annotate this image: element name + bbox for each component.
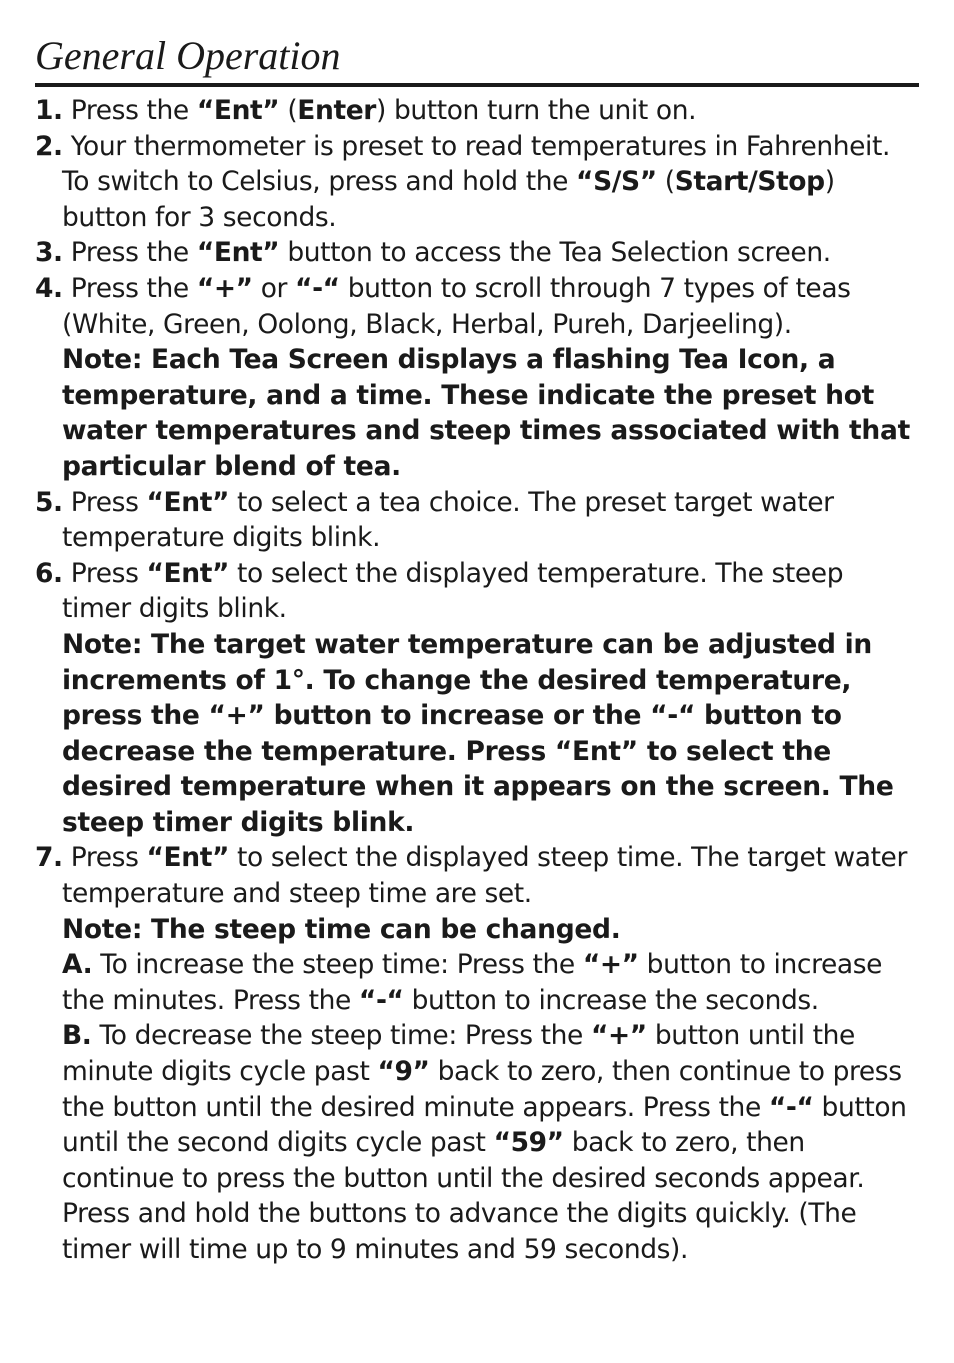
bold-text: “9” [377, 1056, 430, 1088]
text: Press [70, 486, 147, 518]
page-title: General Operation [35, 33, 341, 78]
text: to select the displayed temperature. The steep timer digits blink. [62, 557, 844, 625]
bold-text: “Ent” [146, 486, 230, 518]
sub-step [35, 947, 919, 1018]
text: To decrease the steep time: Press the [91, 1020, 591, 1052]
text: button until the minute digits cycle past [62, 1020, 855, 1088]
text: button until the second digits cycle past [62, 1091, 907, 1159]
step-6 [35, 556, 919, 627]
title-divider [35, 83, 919, 87]
text: ) button turn the unit on. [375, 95, 697, 126]
bold-text: “Ent” [146, 557, 230, 589]
text: ( [279, 95, 298, 126]
step-2 [35, 129, 919, 236]
step-7 [35, 840, 919, 911]
step-5 [35, 485, 919, 556]
text: button to scroll through 7 types of teas (White, Green, Oolong, Black, Herbal, Pureh, Darjeeling). [62, 272, 851, 340]
manual-page [35, 32, 919, 1268]
bold-text: “Ent” [196, 237, 280, 269]
step-number: 3. [35, 237, 63, 269]
bold-text: Enter [297, 95, 376, 126]
steps-list [35, 93, 919, 1268]
bold-text: “S/S” [576, 166, 657, 198]
text: back to zero, then continue to press the button until the desired seconds appear. Press and hold the buttons to advance the digits quickly. (The timer will time up to 9 minutes and 59 seconds). [62, 1127, 865, 1265]
text: Press the [70, 95, 197, 126]
sub-step [35, 1018, 919, 1267]
text: Press the [70, 272, 197, 304]
text: to select a tea choice. The preset target water temperature digits blink. [62, 486, 834, 554]
bold-text: “+” [196, 272, 253, 304]
text: ) button for 3 seconds. [62, 166, 835, 233]
step-number: 2. [35, 130, 63, 162]
bold-text: “Ent” [196, 95, 280, 126]
bold-text: “+” [590, 1020, 647, 1052]
text: to select the displayed steep time. The target water temperature and steep time are set. [62, 842, 907, 910]
bold-text: A. [62, 949, 93, 981]
text: button to access the Tea Selection screen. [279, 237, 831, 269]
text: Press [70, 557, 147, 589]
step-note [35, 342, 919, 484]
text: Press the [70, 237, 197, 269]
text: button to increase the minutes. Press the [62, 949, 883, 1016]
step-number: 5. [35, 486, 63, 518]
step-number: 4. [35, 272, 63, 304]
text: Your thermometer is preset to read temperatures in Fahrenheit. To switch to Celsius, press and hold the [62, 130, 891, 198]
bold-text: “-“ [295, 272, 340, 304]
bold-text: “-“ [358, 984, 404, 1016]
step-number: 1. [35, 95, 63, 126]
step-note [35, 627, 919, 841]
bold-text: B. [62, 1020, 92, 1052]
step-number: 7. [35, 842, 63, 874]
step-4 [35, 271, 919, 342]
bold-text: “Ent” [146, 842, 230, 874]
bold-text: Start/Stop [674, 166, 825, 198]
text: Note: The target water temperature can be adjusted in increments of 1°. To change the desired temperature, press the “+” button to increase or the “-“ button to decrease the temperature. Press “Ent” to select the desired temperature when it appears on the screen. The steep timer digits blink. [62, 628, 894, 838]
bold-text: “-“ [768, 1091, 814, 1123]
step-number: 6. [35, 557, 63, 589]
text: or [252, 272, 296, 304]
step-3 [35, 235, 919, 271]
text: Note: The steep time can be changed. [62, 913, 621, 945]
text: button to increase the seconds. [403, 984, 819, 1016]
text: Press [70, 842, 147, 874]
step-note [35, 912, 919, 948]
text: Note: Each Tea Screen displays a flashing Tea Icon, a temperature, and a time. These indicate the preset hot water temperatures and steep times associated with that particular blend of tea. [62, 344, 910, 482]
bold-text: “59” [493, 1127, 564, 1159]
text: To increase the steep time: Press the [92, 949, 583, 981]
text: ( [656, 166, 675, 198]
text: back to zero, then continue to press the button until the desired minute appears. Press the [62, 1056, 902, 1123]
step-1 [35, 93, 919, 129]
bold-text: “+” [582, 949, 639, 981]
